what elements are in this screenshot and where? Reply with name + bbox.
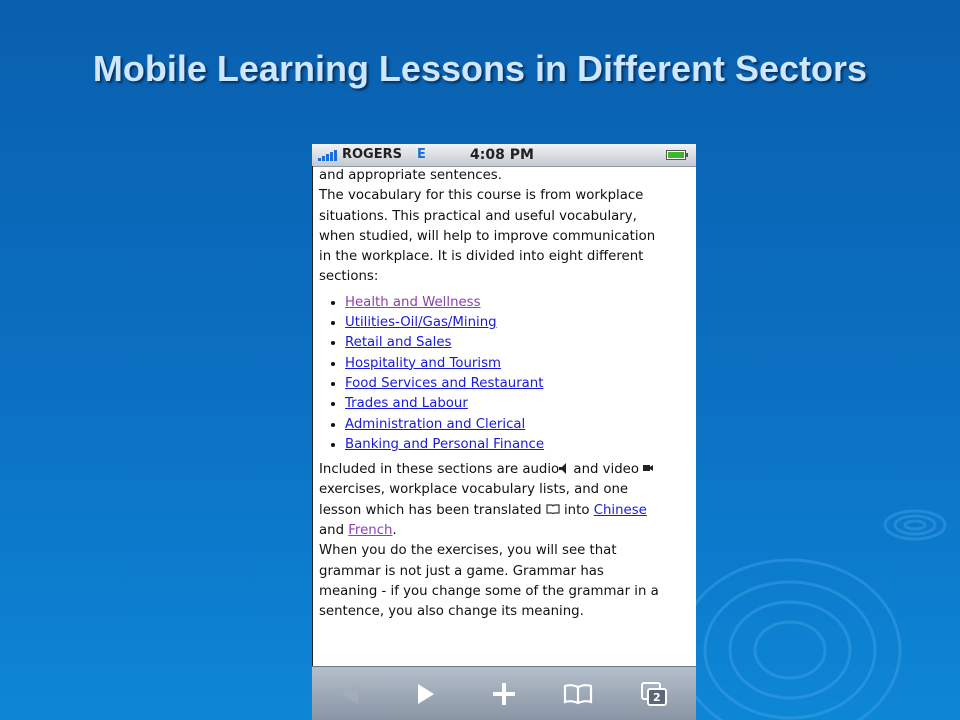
- forward-button[interactable]: [410, 679, 442, 709]
- list-item: [345, 415, 696, 435]
- list-item: [345, 333, 696, 353]
- closing-line: When you do the exercises, you will see that: [319, 543, 617, 559]
- included-text: Included in these sections are audio: [319, 462, 560, 478]
- list-item: [345, 293, 696, 313]
- closing-line: grammar is not just a game. Grammar has: [319, 563, 604, 579]
- list-item: [345, 435, 696, 455]
- included-line: [319, 501, 696, 521]
- forward-arrow-icon: [410, 679, 442, 709]
- signal-strength-icon: [318, 149, 340, 161]
- included-text-tail: and video: [569, 462, 639, 478]
- intro-line: in the workplace. It is divided into eight different: [319, 249, 644, 265]
- network-type: E: [417, 147, 426, 162]
- slide-title: Mobile Learning Lessons in Different Sectors: [92, 48, 868, 89]
- included-text: into: [559, 502, 594, 518]
- french-link[interactable]: French: [348, 523, 393, 539]
- browser-toolbar: [312, 666, 696, 720]
- back-arrow-icon: [334, 679, 366, 709]
- status-bar: [312, 144, 696, 167]
- included-line: [319, 460, 696, 480]
- web-page-content[interactable]: [312, 166, 696, 666]
- included-line: [319, 521, 696, 541]
- intro-line: and appropriate sentences.: [319, 168, 502, 183]
- intro-line: sections:: [319, 269, 379, 285]
- included-text: lesson which has been translated: [319, 502, 542, 518]
- status-time: 4:08 PM: [470, 147, 534, 163]
- chinese-link[interactable]: Chinese: [593, 502, 647, 518]
- audio-icon: [559, 463, 569, 474]
- link-health-and-wellness[interactable]: Health and Wellness: [345, 294, 481, 310]
- intro-line: situations. This practical and useful vocabulary,: [319, 208, 637, 224]
- battery-icon: [666, 150, 688, 160]
- tabs-button[interactable]: [638, 679, 670, 709]
- video-icon: [643, 463, 653, 473]
- bookmarks-button[interactable]: [562, 679, 594, 709]
- list-item: [345, 374, 696, 394]
- list-item: [345, 313, 696, 333]
- list-item: [345, 394, 696, 414]
- tabs-count: 2: [653, 691, 661, 704]
- open-book-icon: [562, 679, 594, 709]
- link-trades-and-labour[interactable]: Trades and Labour: [345, 396, 468, 412]
- phone-screenshot: [312, 144, 696, 720]
- list-item: [345, 354, 696, 374]
- link-administration[interactable]: Administration and Clerical: [345, 416, 526, 432]
- period-text: .: [392, 523, 397, 539]
- link-food-services[interactable]: Food Services and Restaurant: [345, 375, 544, 391]
- carrier-name: ROGERS: [342, 147, 402, 162]
- intro-line: The vocabulary for this course is from workplace: [319, 188, 644, 204]
- back-button[interactable]: [334, 679, 366, 709]
- included-line: exercises, workplace vocabulary lists, and one: [319, 482, 629, 498]
- add-bookmark-button[interactable]: [488, 679, 520, 709]
- sections-list: [319, 293, 696, 455]
- closing-line: sentence, you also change its meaning.: [319, 604, 584, 620]
- translation-book-icon: [546, 504, 560, 514]
- link-hospitality-and-tourism[interactable]: Hospitality and Tourism: [345, 355, 501, 371]
- closing-line: meaning - if you change some of the grammar in a: [319, 583, 659, 599]
- link-banking[interactable]: Banking and Personal Finance: [345, 436, 545, 452]
- link-utilities[interactable]: Utilities-Oil/Gas/Mining: [345, 315, 497, 331]
- link-retail-and-sales[interactable]: Retail and Sales: [345, 335, 452, 351]
- and-text: and: [319, 523, 349, 539]
- intro-line: when studied, will help to improve communication: [319, 228, 656, 244]
- plus-icon: [488, 679, 520, 709]
